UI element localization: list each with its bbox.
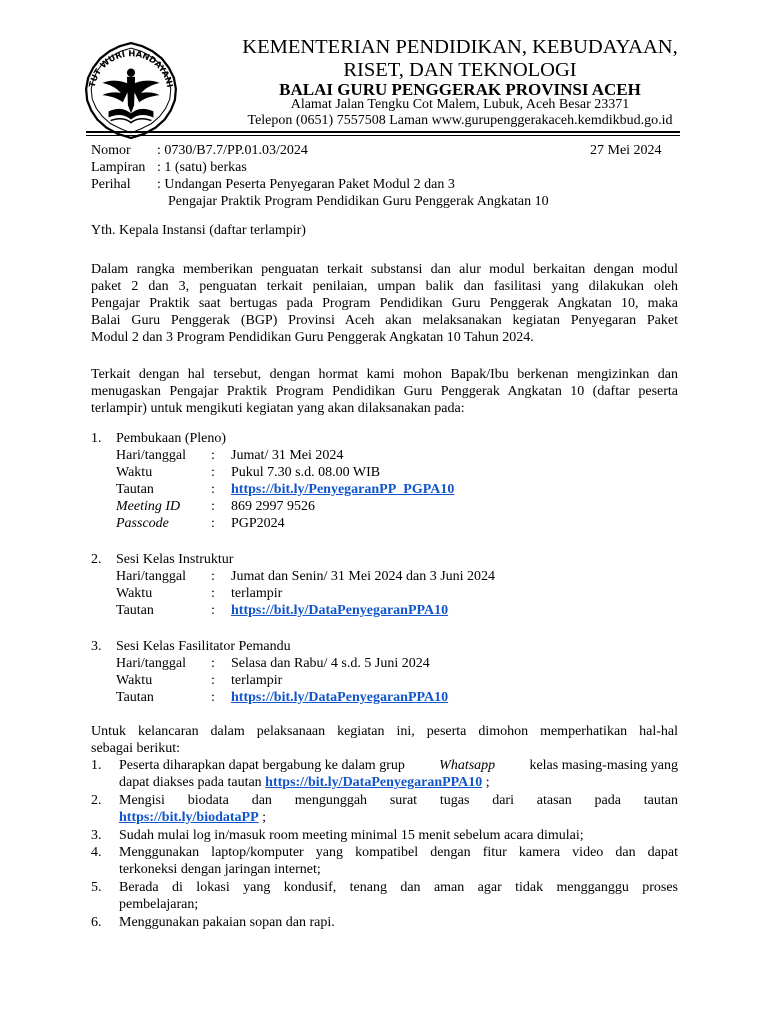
session-title: Sesi Kelas Fasilitator Pemandu — [116, 639, 291, 654]
letterhead-rule-thin — [86, 135, 680, 136]
session-row-colon: : — [211, 499, 215, 514]
session-row-label: Hari/tanggal — [116, 656, 186, 671]
session-link[interactable]: https://bit.ly/DataPenyegaranPPA10 — [231, 603, 449, 618]
session-row-label: Tautan — [116, 690, 154, 705]
session-link[interactable]: https://bit.ly/DataPenyegaranPPA10 — [231, 690, 449, 705]
session-row-colon: : — [211, 603, 215, 618]
session-number: 3. — [91, 639, 102, 654]
session-title: Pembukaan (Pleno) — [116, 431, 227, 446]
session-row-label: Waktu — [116, 673, 153, 688]
perihal-value-line2: Pengajar Praktik Program Pendidikan Guru Penggerak Angkatan 10 — [168, 194, 549, 209]
session-row-label: Meeting ID — [116, 499, 181, 514]
note-text: terkoneksi dengan jaringan internet; — [119, 862, 321, 877]
paragraph-2-line: terlampir) untuk mengikuti kegiatan yang akan dilaksanakan pada: — [91, 401, 465, 416]
session-number: 2. — [91, 552, 102, 567]
note-2-line-2 — [119, 809, 266, 826]
ministry-name-line1: KEMENTERIAN PENDIDIKAN, KEBUDAYAAN, — [242, 36, 678, 58]
session-row-label: Passcode — [116, 516, 169, 531]
note-link[interactable]: https://bit.ly/DataPenyegaranPPA10 — [265, 775, 483, 790]
letter-date: 27 Mei 2024 — [590, 143, 662, 158]
note-link[interactable]: https://bit.ly/biodataPP — [119, 810, 259, 825]
session-row-colon: : — [211, 448, 215, 463]
note-text: Sudah mulai log in/masuk room meeting minimal 15 menit sebelum acara dimulai; — [119, 828, 584, 843]
lampiran-value: : 1 (satu) berkas — [157, 160, 247, 175]
session-row-value: Pukul 7.30 s.d. 08.00 WIB — [231, 465, 381, 480]
session-row-colon: : — [211, 673, 215, 688]
note-text: dapat diakses pada tautan — [119, 775, 262, 790]
note-text: Berada di lokasi yang kondusif, tenang dan aman agar tidak mengganggu proses — [119, 880, 678, 895]
session-row-colon: : — [211, 586, 215, 601]
session-row-colon: : — [211, 516, 215, 531]
session-row-value: Selasa dan Rabu/ 4 s.d. 5 Juni 2024 — [231, 656, 430, 671]
session-row-value: Jumat dan Senin/ 31 Mei 2024 dan 3 Juni 2024 — [231, 569, 496, 584]
paragraph-1-line: Modul 2 dan 3 Program Pendidikan Guru Penggerak Angkatan 10 Tahun 2024. — [91, 330, 534, 345]
note-number: 1. — [91, 758, 102, 773]
session-row-value: terlampir — [231, 586, 283, 601]
institution-name: BALAI GURU PENGGERAK PROVINSI ACEH — [279, 80, 641, 99]
paragraph-2-line: Terkait dengan hal tersebut, dengan hormat kami mohon Bapak/Ibu berkenan mengizinkan dan — [91, 367, 678, 382]
session-link[interactable]: https://bit.ly/PenyegaranPP_PGPA10 — [231, 482, 455, 497]
paragraph-1-line: Dalam rangka memberikan penguatan terkait substansi dan alur modul berkaitan dengan modul — [91, 262, 678, 277]
tut-wuri-handayani-logo-icon — [80, 40, 182, 142]
session-row-colon: : — [211, 465, 215, 480]
paragraph-3-line: sebagai berikut: — [91, 741, 181, 756]
note-number: 2. — [91, 793, 102, 808]
addressee: Yth. Kepala Instansi (daftar terlampir) — [91, 223, 306, 238]
session-row-colon: : — [211, 656, 215, 671]
note-number: 3. — [91, 828, 102, 843]
ministry-name-line2: RISET, DAN TEKNOLOGI — [343, 59, 577, 81]
note-text: Mengisi biodata dan mengunggah surat tugas dari atasan pada tautan — [119, 793, 678, 808]
session-row-value: PGP2024 — [231, 516, 285, 531]
perihal-label: Perihal — [91, 177, 131, 192]
session-title: Sesi Kelas Instruktur — [116, 552, 234, 567]
session-row-label: Waktu — [116, 465, 153, 480]
note-text: ; — [262, 810, 267, 825]
session-row-label: Hari/tanggal — [116, 448, 186, 463]
note-text: Peserta diharapkan dapat bergabung ke dalam grup — [119, 758, 405, 773]
paragraph-1-line: Pengajar Praktik saat bertugas pada Program Pendidikan Guru Penggerak Angkatan 10, maka — [91, 296, 678, 311]
institution-address: Alamat Jalan Tengku Cot Malem, Lubuk, Aceh Besar 23371 — [290, 97, 630, 112]
nomor-value: : 0730/B7.7/PP.01.03/2024 — [157, 143, 308, 158]
note-number: 6. — [91, 915, 102, 930]
letterhead-rule-thick — [86, 131, 680, 133]
lampiran-label: Lampiran — [91, 160, 146, 175]
paragraph-2-line: menugaskan Pengajar Praktik Program Pendidikan Guru Penggerak Angkatan 10 (daftar peserta — [91, 384, 678, 399]
institution-contact: Telepon (0651) 7557508 Laman www.gurupenggerakaceh.kemdikbud.go.id — [247, 113, 673, 128]
note-text: pembelajaran; — [119, 897, 199, 912]
session-row-value: 869 2997 9526 — [231, 499, 315, 514]
nomor-label: Nomor — [91, 143, 131, 158]
logo-motto: TUT WURI HANDAYANI — [86, 48, 176, 89]
session-row-label: Hari/tanggal — [116, 569, 186, 584]
paragraph-1-line: Balai Guru Penggerak (BGP) Provinsi Aceh akan melaksanakan kegiatan Penyegaran Paket — [91, 313, 678, 328]
note-1-line-2 — [119, 774, 490, 791]
paragraph-3-line: Untuk kelancaran dalam pelaksanaan kegiatan ini, peserta dimohon memperhatikan hal-hal — [91, 724, 678, 739]
session-row-value: Jumat/ 31 Mei 2024 — [231, 448, 344, 463]
session-number: 1. — [91, 431, 102, 446]
note-text: kelas masing-masing yang — [529, 758, 678, 773]
session-row-colon: : — [211, 482, 215, 497]
note-number: 5. — [91, 880, 102, 895]
session-row-label: Tautan — [116, 482, 154, 497]
session-row-value: terlampir — [231, 673, 283, 688]
paragraph-1-line: paket 2 dan 3, penguatan terkait penilaian, umpan balik dan fasilitasi yang dilakukan oleh — [91, 279, 678, 294]
session-row-label: Waktu — [116, 586, 153, 601]
session-row-colon: : — [211, 569, 215, 584]
note-text: Menggunakan laptop/komputer yang kompatibel dengan fitur kamera video dan dapat — [119, 845, 678, 860]
session-row-label: Tautan — [116, 603, 154, 618]
session-row-colon: : — [211, 690, 215, 705]
perihal-value: : Undangan Peserta Penyegaran Paket Modul 2 dan 3 — [157, 177, 455, 192]
note-number: 4. — [91, 845, 102, 860]
note-text: Menggunakan pakaian sopan dan rapi. — [119, 915, 335, 930]
note-text: ; — [485, 775, 490, 790]
note-emphasis: Whatsapp — [439, 758, 496, 773]
note-1-line-1 — [119, 757, 678, 774]
